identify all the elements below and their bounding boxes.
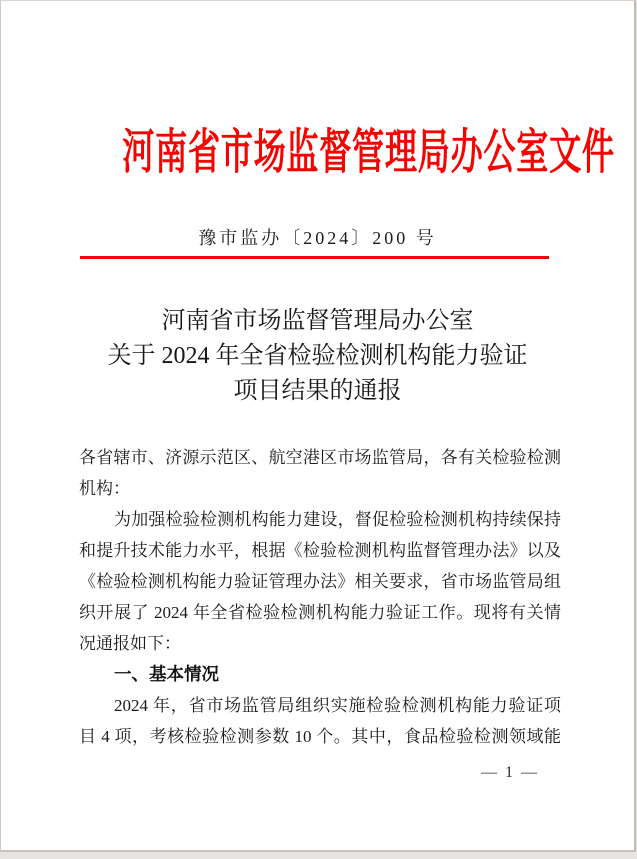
title-line: 项目结果的通报 [233, 378, 402, 404]
body-line: 和提升技术能力水平，根据《检验检测机构监督管理办法》以及 [79, 541, 561, 560]
title-line: 关于 2024 年全省检验检测机构能力验证 [107, 343, 528, 369]
section-heading: 一、基本情况 [114, 664, 219, 684]
body-line: 2024 年，省市场监管局组织实施检验检测机构能力验证项 [114, 696, 561, 715]
page-number: — 1 — [481, 764, 539, 781]
body-line: 为加强检验检测机构能力建设，督促检验检测机构持续保持 [114, 510, 561, 529]
body-line: 况通报如下： [79, 634, 181, 653]
body-line: 织开展了 2024 年全省检验检测机构能力验证工作。现将有关情 [79, 603, 561, 622]
document-title [1, 304, 634, 409]
title-line: 河南省市场监督管理局办公室 [161, 308, 474, 334]
document-body [79, 442, 561, 752]
document-header-title: 河南省市场监督管理局办公室文件 [122, 126, 615, 179]
body-line: 机构： [79, 479, 130, 498]
body-line: 《检验检测机构能力验证管理办法》相关要求，省市场监管局组 [79, 572, 561, 591]
document-number: 豫市监办〔2024〕200 号 [198, 228, 437, 248]
document-header-band [1, 123, 634, 183]
header-divider-line [80, 256, 549, 259]
body-line: 各省辖市、济源示范区、航空港区市场监管局，各有关检验检测 [79, 448, 561, 467]
body-line: 目 4 项，考核检验检测参数 10 个。其中，食品检验检测领域能 [79, 727, 561, 746]
